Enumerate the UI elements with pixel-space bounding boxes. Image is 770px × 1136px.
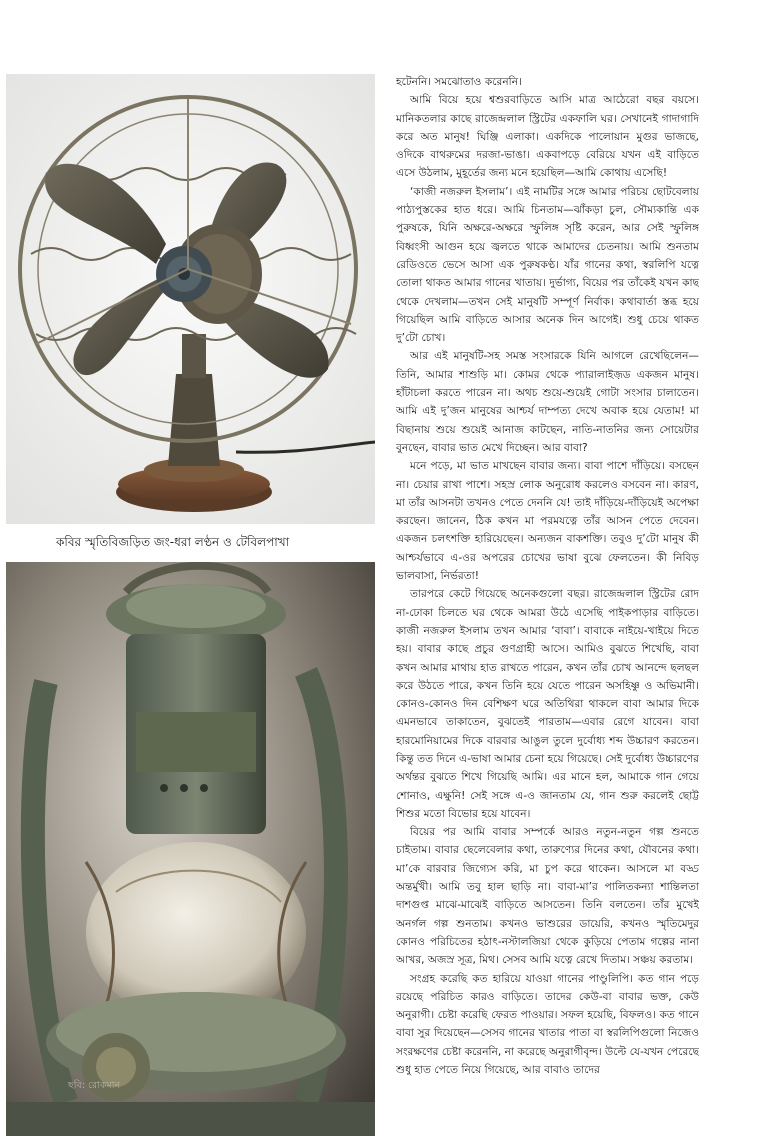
paragraph: তারপরে কেটে গিয়েছে অনেকগুলো বছর। রাজেন্দ্রলাল স্ট্রিটের রোদ না-ঢোকা চিলতে ঘর থেকে আমরা উঠে এসেছি পাইকপাড়ার বাড়িতে। কাজী নজরুল ইসলাম তখন আমার ‘বাবা’। বাবাকে নাইয়ে-খাইয়ে দিতে হয়। বাবার কাছে প্রচুর গুণগ্রাহী আসে। আমিও বুঝতে শিখেছি, বাবা কখন আমার মাথায় হাত রাখতে পারেন, কখন তাঁর চোখ আনন্দে ছলছল করে উঠতে পারে, কখন তিনি হয়ে যেতে পারেন অসহিষ্ণু ও অভিমানী। কোনও-কোনও দিন বেশিক্ষণ ঘরে অতিথিরা থাকলে বাবা আমার দিকে এমনভাবে তাকাতেন, বুঝতেই পারতাম—এবার রেগে যাবেন। বাবা হারমোনিয়ামের দিকে বারবার আঙুল তুলে দুর্বোধ্য শব্দ উচ্চারণ করতেন। কিন্তু তত দিনে এ-ভাষা আমার চেনা হয়ে গিয়েছে। সেই দুর্বোধ্য উচ্চারণের অর্থন্তর বুঝতে শিখে গিয়েছি আমি। এর মানে হল, আমাকে গান গেয়ে শোনাও, এক্ষুনি! সেই সঙ্গে এ-ও জানতাম যে, গান শুরু করলেই ছোট্ট শিশুর মতো বিভোর হয়ে যাবেন। [396,588,699,820]
paragraph: আমি বিয়ে হয়ে শ্বশুরবাড়িতে আসি মাত্র আঠেরো বছর বয়সে। মানিকতলার কাছে রাজেন্দ্রলাল স্ট্রিটের একফালি ঘর। সেখানেই গাদাগাদি করে অত মানুষ! ঘিঞ্জি এলাকা। একদিকে পালোয়ান মুগুর ভাজছে, ওদিকে বাথরুমের দরজা-ভাঙা। একবাপড়ে বেরিয়ে যখন এই বাড়িতে এসে উঠলাম, মুহূর্তের জন্য মনে হয়েছিল—আমি কোথায় এসেছি! [396,94,699,180]
article-text [396,73,699,1133]
photo-credit: ছবি: রোকমান [68,1080,121,1091]
paragraph: ‘কাজী নজরুল ইসলাম’। এই নামটির সঙ্গে আমার পরিচয় ছোটবেলায় পাঠ্যপুস্তকের হাত ধরে। আমি চিনতাম—ঝাঁকড়া চুল, সৌম্যকান্তি এক পুরুষকে, যিনি অক্ষরে-অক্ষরে স্ফুলিঙ্গ সৃষ্টি করেন, আর সেই স্ফুলিঙ্গ বিধ্বংসী আগুন হয়ে জ্বলতে থাকে আমাদের চেতনায়। আমি শুনতাম রেডিওতে ভেসে আসা এক পুরুষকণ্ঠ। যাঁর গানের কথা, স্বরলিপি যত্নে তোলা থাকত আমার গানের খাতায়। দুর্ভাগ্য, বিয়ের পর তাঁকেই যখন কাছ থেকে দেখলাম—তখন সেই মানুষটি সম্পূর্ণ নির্বাক। কথাবার্তা স্তব্ধ হয়ে গিয়েছিল আমি বাড়িতে আসার অনেক দিন আগেই। শুধু চেয়ে থাকত দু’টো চোখ। [396,185,699,345]
photo-caption: কবির স্মৃতিবিজড়িত জং-ধরা লণ্ঠন ও টেবিলপাখা [56,535,290,549]
paragraph: মনে পড়ে, মা ভাত মাখছেন বাবার জন্য। বাবা পাশে দাঁড়িয়ে। বসছেন না। চেয়ার রাখা পাশে। সহস্র লোক অনুরোধ করলেও বসবেন না। কারণ, মা তাঁর আসনটা তখনও পেতে দেননি যে! তাই দাঁড়িয়ে-দাঁড়িয়েই অপেক্ষা করছেন। জানেন, ঠিক কখন মা পরমযত্নে তাঁর আসন পেতে দেবেন। একজন চলৎশক্তি হারিয়েছেন। অন্যজন বাকশক্তি। তবুও দু’টো মানুষ কী আশ্চর্যভাবে এ-ওর অপরের চোখের ভাষা বুঝে ফেলতেন। কী নিবিড় ভালবাসা, নির্ভরতা! [396,460,699,583]
paragraph: সংগ্রহ করেছি কত হারিয়ে যাওয়া গানের পাণ্ডুলিপি। কত গান পড়ে রয়েছে পরিচিত কারও বাড়িতে। তাদের কেউ-বা বাবার ভক্ত, কেউ অনুরাগী। চেষ্টা করেছি ফেরত পাওয়ার। সফল হয়েছি, বিফলও। কত গানে বাবা সুর দিয়েছেন—সেসব গানের খাতার পাতা বা স্বরলিপিগুলো নিজেও সংরক্ষণের চেষ্টা করেননি, না করেছে অনুরাগীবৃন্দ। উল্টে যে-যখন পেরেছে শুধু হাত পেতে নিয়ে গিয়েছে, আর বাবাও তাদের [396,972,699,1077]
paragraph: বিয়ের পর আমি বাবার সম্পর্কে আরও নতুন-নতুন গল্প শুনতে চাইতাম। বাবার ছেলেবেলার কথা, তারুণ্যের দিনের কথা, যৌবনের কথা। মা’কে বারবার জিগ্যেস করি, মা চুপ করে থাকেন। আসলে মা বড্ড অন্তর্মুখী। আমি তবু হাল ছাড়ি না। বাবা-মা’র পালিতকন্যা শান্তিলতা দাশগুপ্ত মাঝে-মাঝেই বাড়িতে আসতেন। তিনি বলতেন। তাঁর মুখেই অনর্গল গল্প শুনতাম। কখনও ভাশুরের ডায়েরি, কখনও স্মৃতিমেদুর কোনও পরিচিতের হঠাৎ-নস্টালজিয়া থেকে কুড়িয়ে পেতাম গল্পের নানা আখর, অজস্র সূত্র, মিথ। সেসব আমি যত্নে রেখে দিতাম। সঞ্চয় করতাম। [396,826,699,967]
hurricane-lantern-photo [6,562,375,1136]
table-fan-photo [6,74,375,524]
paragraph: হটেননি। সমঝোতাও করেননি। [396,76,522,88]
paragraph: আর এই মানুষটি-সহ সমস্ত সংসারকে যিনি আগলে রেখেছিলেন—তিনি, আমার শাশুড়ি মা। কোমর থেকে প্যারালাইজ়ড একজন মানুষ। হাঁটাচলা করতে পারেন না। অথচ শুয়ে-শুয়েই গোটা সংসার চালাতেন। আমি এই দু’জন মানুষের আশ্চর্য দাম্পত্য দেখে অবাক হয়ে যেতাম! মা বিছানায় শুয়ে শুয়েই আনাজ কাটছেন, নাতি-নাতনির জন্য সোয়েটার বুনছেন, বাবার ভাত মেখে দিচ্ছেন। আর বাবা? [396,350,699,454]
